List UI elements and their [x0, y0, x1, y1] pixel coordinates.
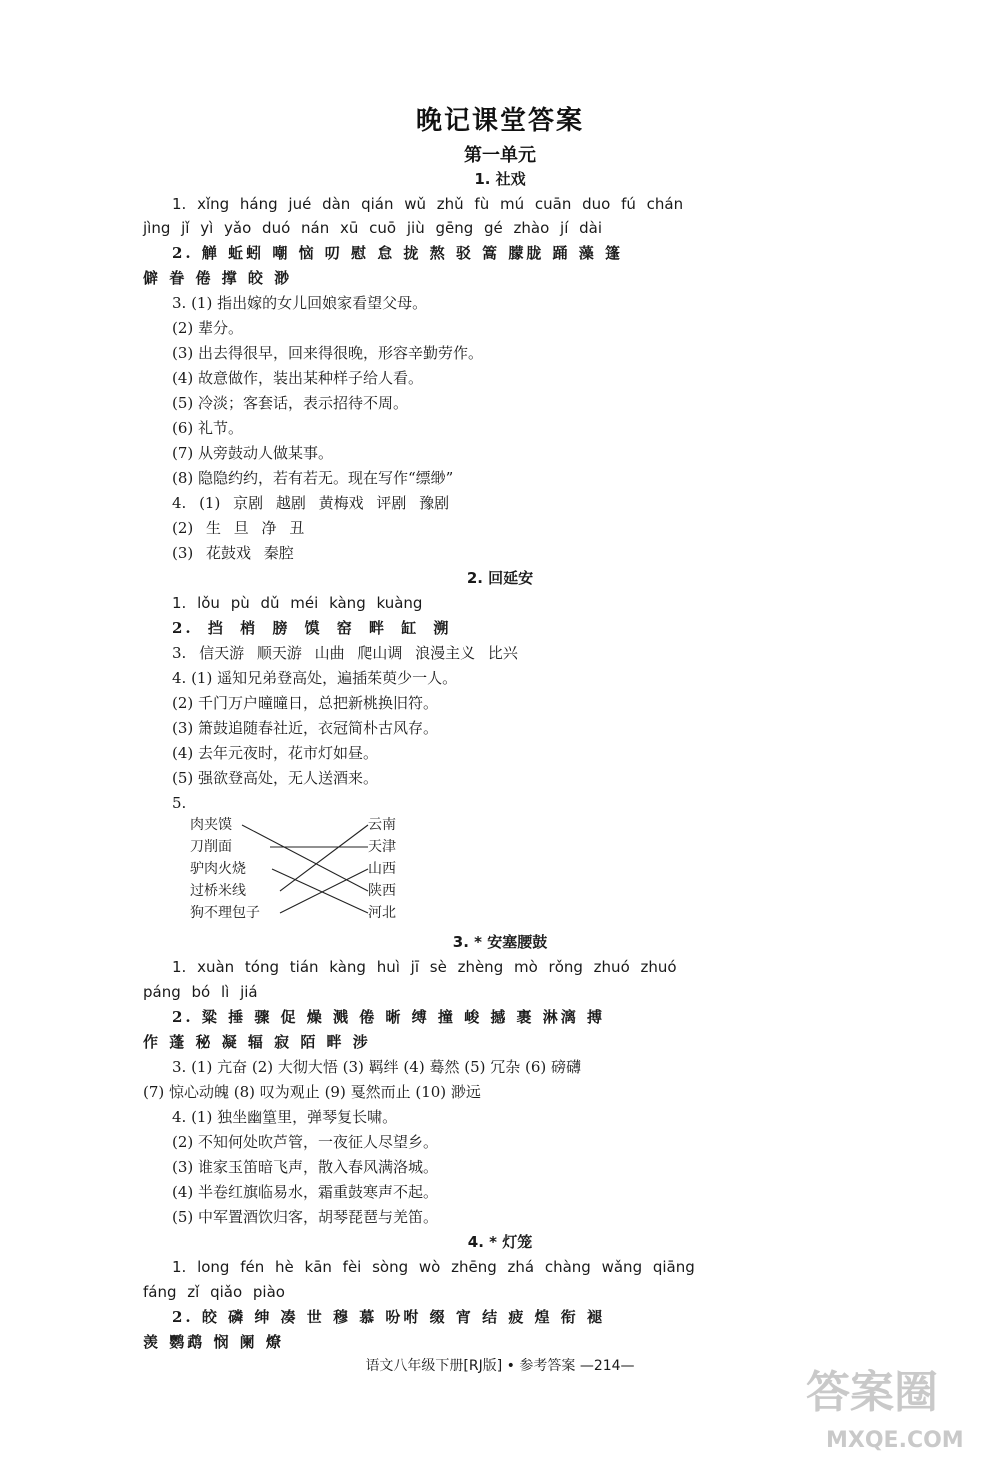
answer-line: 5. [172, 794, 187, 812]
answer-line: (2) 千门万户曈曈日，总把新桃换旧符。 [172, 694, 439, 712]
match-lines [240, 814, 380, 924]
match-right-item: 天津 [368, 839, 396, 855]
answer-line: 4. (1) 京剧 越剧 黄梅戏 评剧 豫剧 [172, 494, 450, 512]
match-left-item: 肉夹馍 [190, 817, 232, 833]
answer-line: (5) 强欲登高处，无人送酒来。 [172, 769, 379, 787]
answer-line: 1. xuàn tóng tián kàng huì jī sè zhèng mò rǒng zhuó zhuó [172, 958, 677, 976]
match-line [242, 825, 368, 891]
answer-line: (7) 从旁鼓动人做某事。 [172, 444, 334, 462]
match-right-item: 陕西 [368, 883, 396, 899]
match-left-item: 狗不理包子 [190, 905, 260, 921]
answer-line: 羡 鹦鹉 悯 阑 燎 [143, 1333, 284, 1351]
answer-line: (4) 去年元夜时，花市灯如昼。 [172, 744, 379, 762]
answer-line: 1. long fén hè kān fèi sòng wò zhēng zhá chàng wǎng qiāng [172, 1258, 695, 1276]
match-line [280, 825, 368, 891]
answer-line: (2) 不知何处吹芦管，一夜征人尽望乡。 [172, 1133, 439, 1151]
answer-line: (7) 惊心动魄 (8) 叹为观止 (9) 戛然而止 (10) 渺远 [143, 1083, 481, 1101]
answer-line: 1. lǒu pù dǔ méi kàng kuàng [172, 594, 423, 612]
answer-line: (3) 花鼓戏 秦腔 [172, 544, 294, 562]
watermark-logo [796, 1349, 986, 1459]
answer-line: 4. (1) 独坐幽篁里，弹琴复长啸。 [172, 1108, 398, 1126]
answer-line: 3. 信天游 顺天游 山曲 爬山调 浪漫主义 比兴 [172, 644, 518, 662]
section-title-3: 3. * 安塞腰鼓 [452, 933, 548, 951]
match-left-item: 驴肉火烧 [190, 861, 246, 877]
answer-line: 4. (1) 遥知兄弟登高处，遍插茱萸少一人。 [172, 669, 458, 687]
section-title-4: 4. * 灯笼 [467, 1233, 533, 1251]
answer-line: (2) 生 旦 净 丑 [172, 519, 305, 537]
unit-title: 第一单元 [464, 145, 536, 166]
match-right-item: 云南 [368, 817, 396, 833]
match-left-item: 刀削面 [190, 839, 232, 855]
answer-line: 2. 皎 磷 绅 凑 世 穆 慕 吩咐 缀 宵 结 疲 煌 衔 褪 [172, 1308, 605, 1326]
watermark-text: 答案圈 [806, 1367, 938, 1418]
page-title: 晚记课堂答案 [415, 106, 584, 136]
answer-line: 2. 粱 捶 骤 促 燥 溅 倦 晰 缚 撞 峻 撼 裹 淋漓 搏 [172, 1008, 605, 1026]
answer-line: (3) 出去得很早，回来得很晚，形容辛勤劳作。 [172, 344, 484, 362]
answer-line: 3. (1) 指出嫁的女儿回娘家看望父母。 [172, 294, 428, 312]
answer-line: 2. 挡 梢 膀 馍 窑 畔 缸 溯 [172, 619, 452, 637]
section-title-2: 2. 回延安 [466, 569, 534, 587]
answer-line: páng bó lì jiá [143, 983, 258, 1001]
answer-line: jìng jǐ yì yǎo duó nán xū cuō jiù gēng gé zhào jí dài [143, 219, 603, 237]
watermark-url: MXQE.COM [826, 1428, 964, 1453]
answer-line: (3) 谁家玉笛暗飞声，散入春风满洛城。 [172, 1158, 439, 1176]
answer-line: 作 蓬 秘 凝 辐 寂 陌 畔 涉 [143, 1033, 371, 1051]
answer-line: (3) 箫鼓追随春社近，衣冠简朴古风存。 [172, 719, 439, 737]
page-footer: 语文八年级下册[RJ版] • 参考答案 —214— [365, 1358, 635, 1374]
match-right-item: 山西 [368, 861, 396, 877]
match-left-item: 过桥米线 [190, 883, 246, 899]
answer-line: 2. 觯 蚯蚓 嘲 恼 叨 慰 怠 拢 熬 驳 篙 朦胧 踊 藻 篷 [172, 244, 623, 262]
answer-line: (4) 故意做作，装出某种样子给人看。 [172, 369, 424, 387]
answer-line: (4) 半卷红旗临易水，霜重鼓寒声不起。 [172, 1183, 439, 1201]
answer-line: (8) 隐隐约约，若有若无。现在写作“缥缈” [172, 469, 454, 487]
match-right-item: 河北 [368, 905, 396, 921]
answer-line: (2) 辈分。 [172, 319, 244, 337]
answer-line: (6) 礼节。 [172, 419, 244, 437]
answer-line: (5) 中军置酒饮归客，胡琴琵琶与羌笛。 [172, 1208, 439, 1226]
answer-line: fáng zǐ qiǎo piào [143, 1283, 285, 1301]
answer-line: 3. (1) 亢奋 (2) 大彻大悟 (3) 羁绊 (4) 蓦然 (5) 冗杂 (6) 磅礴 [172, 1058, 582, 1076]
answer-line: 1. xǐng háng jué dàn qián wǔ zhǔ fù mú cuān duo fú chán [172, 195, 684, 213]
answer-line: 僻 眷 倦 撑 皎 渺 [143, 269, 293, 287]
section-title-1: 1. 社戏 [474, 170, 526, 188]
answer-line: (5) 冷淡；客套话，表示招待不周。 [172, 394, 409, 412]
